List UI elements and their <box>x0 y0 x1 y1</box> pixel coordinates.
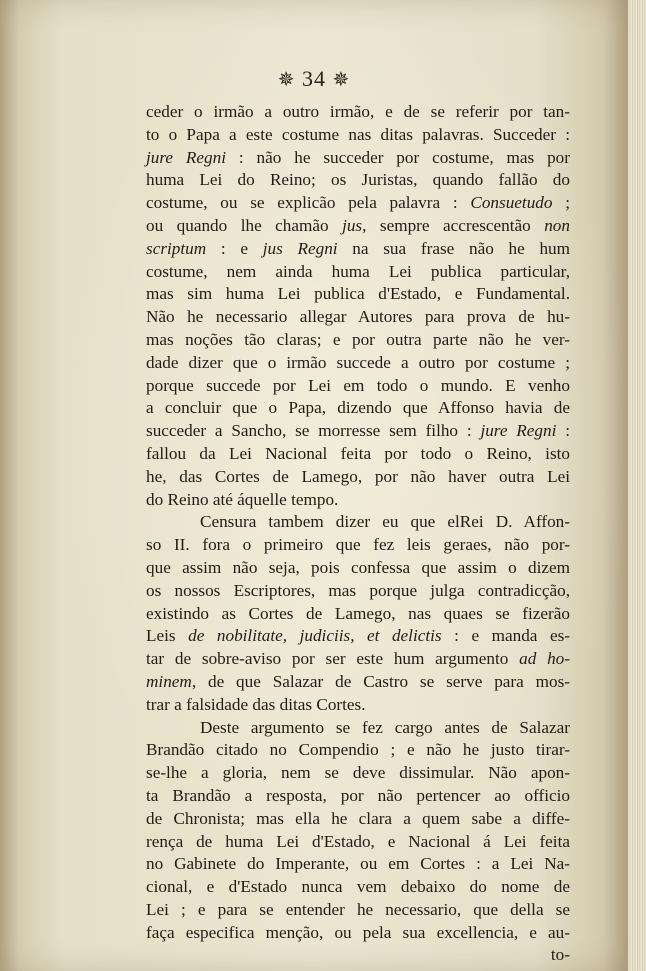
text-line: tar de sobre-aviso por ser este hum argumento ad ho- <box>146 649 570 669</box>
text-line: fallou da Lei Nacional feita por todo o Reino, isto <box>146 443 570 463</box>
text-line: ou quando lhe chamão jus, sempre accrescentão non <box>146 215 570 235</box>
text-line: costume, nem ainda huma Lei publica particular, <box>146 261 570 281</box>
text-line: se-lhe a gloria, nem se deve dissimular. Não apon- <box>146 763 570 783</box>
text-line: huma Lei do Reino; os Juristas, quando fallão do <box>146 170 570 190</box>
text-line: que assim não seja, pois confessa que assim o dizem <box>146 557 570 577</box>
page-edge <box>628 0 646 971</box>
text-line: succeder a Sancho, se morresse sem filho : jure Regni : <box>146 421 570 441</box>
page-number: 34 <box>302 66 326 91</box>
text-line: ceder o irmão a outro irmão, e de se referir por tan- <box>146 102 570 121</box>
page-header <box>0 66 628 92</box>
text-line: cional, e d'Estado nunca vem debaixo do nome de <box>146 877 570 897</box>
text-line: porque succede por Lei em todo o mundo. E venho <box>146 375 570 395</box>
text-line: Brandão citado no Compendio ; e não he justo tirar- <box>146 740 570 760</box>
text-line: he, das Cortes de Lamego, por não haver outra Lei <box>146 466 570 486</box>
text-line: so II. fora o primeiro que fez leis geraes, não por- <box>146 535 570 555</box>
text-line: Lei ; e para se entender he necessario, que della se <box>146 899 570 919</box>
text-line: mas noções tão claras; e por outra parte não he ver- <box>146 329 570 349</box>
text-line: Leis de nobilitate, judiciis, et delictis : e manda es- <box>146 626 570 646</box>
text-line: trar a falsidade das ditas Cortes. <box>146 694 366 714</box>
text-line: existindo as Cortes de Lamego, nas quaes se fizerão <box>146 603 570 623</box>
text-line: no Gabinete do Imperante, ou em Cortes : a Lei Na- <box>146 854 570 874</box>
text-line: de Chronista; mas ella he clara a quem sabe a diffe- <box>146 808 570 828</box>
text-line: to- <box>550 945 570 965</box>
body-text <box>146 101 570 967</box>
text-line: faça especifica menção, ou pela sua excellencia, e au- <box>146 922 570 942</box>
text-line: do Reino até áquelle tempo. <box>146 489 339 509</box>
text-line: to o Papa a este costume nas ditas palavras. Succeder : <box>146 124 570 144</box>
text-line: os nossos Escriptores, mas porque julga contradicção, <box>146 580 570 600</box>
text-line: ta Brandão a resposta, por não pertencer ao officio <box>146 785 570 805</box>
text-line: Censura tambem dizer eu que elRei D. Affon- <box>200 512 570 532</box>
text-line: scriptum : e jus Regni na sua frase não he hum <box>146 238 571 258</box>
text-line: dade dizer que o irmão succede a outro por costume ; <box>146 352 570 372</box>
text-line: minem, de que Salazar de Castro se serve para mos- <box>146 671 570 691</box>
ornament-right-icon: ✵ <box>332 67 351 91</box>
ornament-left-icon: ✵ <box>277 67 296 91</box>
text-line: costume, ou se explicão pela palavra : Consuetudo ; <box>146 193 570 213</box>
text-line: jure Regni : não he succeder por costume, mas por <box>146 147 570 167</box>
text-line: rença de huma Lei d'Estado, e Nacional á Lei feita <box>146 831 570 851</box>
text-line: Deste argumento se fez cargo antes de Salazar <box>200 717 570 737</box>
text-line: mas sim huma Lei publica d'Estado, e Fundamental. <box>146 284 570 304</box>
text-line: a concluir que o Papa, dizendo que Affonso havia de <box>146 398 570 418</box>
text-line: Não he necessario allegar Autores para prova de hu- <box>146 307 570 327</box>
